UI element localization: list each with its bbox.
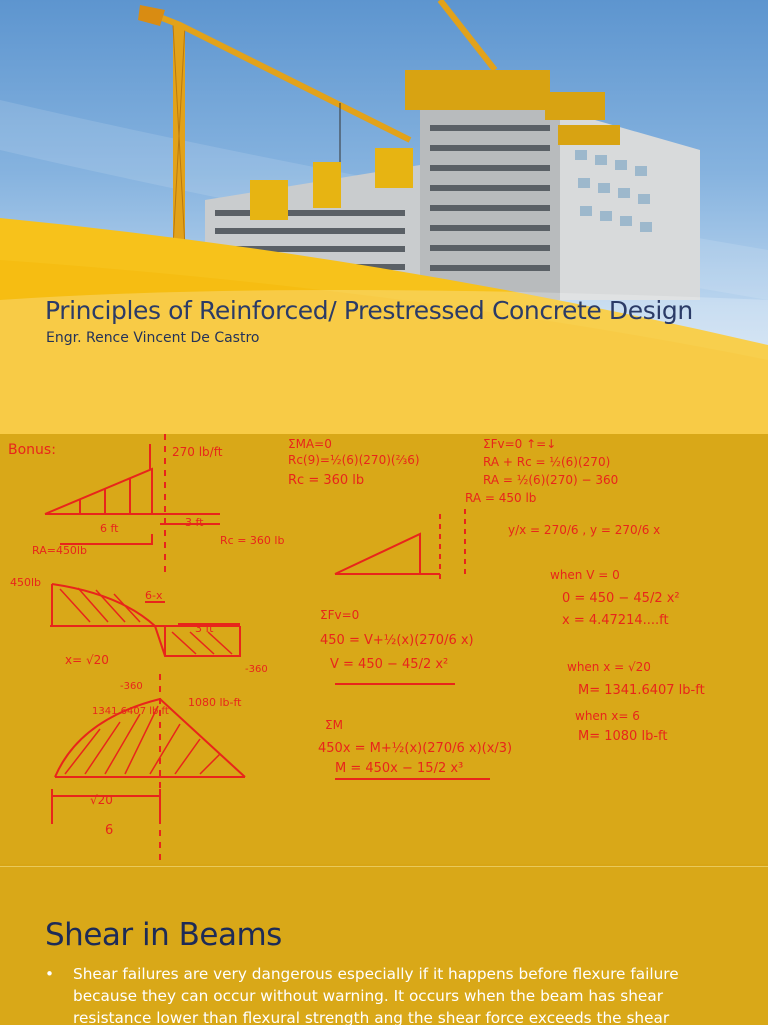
svg-text:0 = 450 − 45/2 x²: 0 = 450 − 45/2 x² — [562, 591, 680, 606]
svg-text:√20: √20 — [90, 793, 113, 807]
svg-text:ΣM: ΣM — [325, 718, 343, 732]
svg-text:RA=450lb: RA=450lb — [32, 544, 87, 557]
svg-text:M= 1341.6407 lb-ft: M= 1341.6407 lb-ft — [578, 683, 705, 698]
svg-text:when x= 6: when x= 6 — [575, 709, 640, 723]
bonus-label: Bonus: — [8, 442, 56, 458]
svg-text:RA = ½(6)(270) − 360: RA = ½(6)(270) − 360 — [483, 473, 619, 487]
svg-text:Rc(9)=½(6)(270)(⅔6): Rc(9)=½(6)(270)(⅔6) — [288, 453, 420, 467]
slide-heading: Shear in Beams — [45, 917, 282, 953]
presentation-title: Principles of Reinforced/ Prestressed Concrete Design — [45, 296, 693, 325]
svg-text:RA = 450 lb: RA = 450 lb — [465, 491, 537, 505]
svg-text:450lb: 450lb — [10, 576, 42, 589]
svg-text:3 ft: 3 ft — [195, 622, 214, 635]
list-item — [45, 963, 735, 1025]
svg-text:M = 450x − 15/2 x³: M = 450x − 15/2 x³ — [335, 761, 464, 776]
construction-hero-image — [0, 0, 768, 434]
bullet-text: Shear failures are very dangerous especially if it happens before flexure failure because they can occur without warning. It occurs when the beam has shear resistance lower than flexural strength ang the shear force exceeds the shear — [73, 965, 679, 1025]
svg-text:1341.6407 lb·ft: 1341.6407 lb·ft — [92, 706, 169, 717]
svg-text:ΣFv=0: ΣFv=0 — [320, 608, 360, 622]
svg-text:Rc = 360 lb: Rc = 360 lb — [220, 534, 285, 547]
svg-text:6 ft: 6 ft — [100, 522, 119, 535]
bullet-icon: • — [45, 965, 55, 983]
title-slide — [0, 0, 768, 434]
svg-text:270 lb/ft: 270 lb/ft — [172, 445, 223, 459]
svg-text:1080 lb-ft: 1080 lb-ft — [188, 696, 242, 709]
svg-text:V = 450 − 45/2 x²: V = 450 − 45/2 x² — [330, 657, 449, 672]
svg-text:-360: -360 — [120, 681, 143, 692]
svg-text:Rc = 360 lb: Rc = 360 lb — [288, 473, 365, 488]
svg-text:x = 4.47214....ft: x = 4.47214....ft — [562, 613, 669, 628]
svg-text:when V = 0: when V = 0 — [550, 568, 620, 582]
beam-diagrams — [0, 434, 768, 864]
svg-text:450x = M+½(x)(270/6 x)(x/3): 450x = M+½(x)(270/6 x)(x/3) — [318, 741, 513, 756]
shear-in-beams-slide — [0, 866, 768, 1025]
handwritten-notes-slide — [0, 434, 768, 864]
svg-text:6-x: 6-x — [145, 589, 163, 602]
bullet-list — [45, 963, 735, 1025]
svg-text:ΣMA=0: ΣMA=0 — [288, 437, 332, 451]
svg-text:-360: -360 — [245, 664, 268, 675]
svg-text:450 = V+½(x)(270/6 x): 450 = V+½(x)(270/6 x) — [320, 633, 474, 648]
svg-text:M= 1080 lb-ft: M= 1080 lb-ft — [578, 729, 668, 744]
svg-text:ΣFv=0 ↑=↓: ΣFv=0 ↑=↓ — [483, 437, 557, 451]
author-name: Engr. Rence Vincent De Castro — [46, 330, 260, 346]
svg-text:RA + Rc = ½(6)(270): RA + Rc = ½(6)(270) — [483, 455, 611, 469]
svg-text:6: 6 — [105, 823, 114, 838]
svg-text:when x = √20: when x = √20 — [567, 660, 651, 674]
svg-text:3 ft: 3 ft — [185, 516, 204, 529]
svg-text:y/x = 270/6 , y = 270/6 x: y/x = 270/6 , y = 270/6 x — [508, 523, 661, 537]
svg-text:x= √20: x= √20 — [65, 653, 109, 667]
